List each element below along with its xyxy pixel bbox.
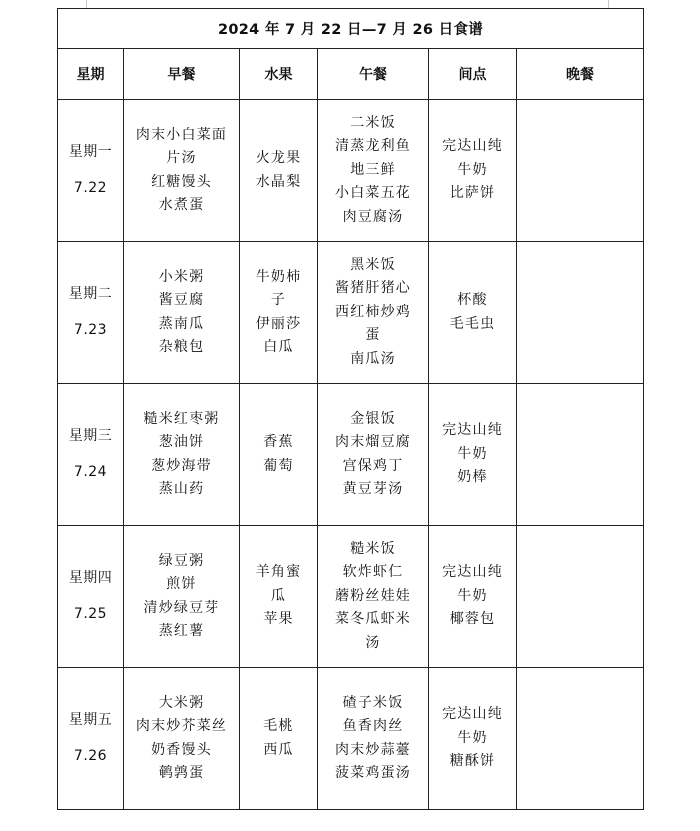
snack-item: 杯酸	[457, 292, 488, 308]
lunch-item: 西红柿炒鸡	[335, 303, 411, 320]
snack-item: 椰蓉包	[449, 611, 496, 628]
day-date: 7.24	[73, 463, 108, 480]
breakfast-item: 小米粥	[158, 268, 205, 285]
breakfast-item: 片汤	[166, 150, 197, 166]
day-name: 星期三	[68, 428, 113, 444]
dinner-cell	[517, 100, 644, 242]
snack-item: 糖酥饼	[449, 753, 496, 770]
lunch-item: 黄豆芽汤	[342, 481, 404, 497]
lunch-cell	[318, 384, 429, 526]
snack-item: 牛奶	[457, 587, 488, 604]
lunch-item: 清蒸龙利鱼	[335, 138, 411, 155]
fruit-item: 子	[270, 292, 287, 308]
fruit-item: 牛奶柿	[255, 268, 302, 285]
day-row	[58, 384, 644, 526]
fruit-item: 瓜	[270, 587, 287, 604]
lunch-item: 肉末炒蒜薹	[335, 741, 411, 758]
breakfast-item: 大米粥	[158, 694, 205, 711]
lunch-item: 酱猪肝猪心	[335, 280, 411, 297]
breakfast-item: 肉末小白菜面	[135, 126, 228, 143]
lunch-item: 蘑粉丝娃娃	[335, 587, 411, 604]
day-cell	[58, 668, 124, 810]
day-date: 7.22	[73, 179, 108, 196]
dinner-cell	[517, 526, 644, 668]
header-fruit: 水果	[240, 49, 318, 100]
breakfast-item: 绿豆粥	[158, 552, 205, 569]
fruit-item: 白瓜	[263, 339, 294, 355]
day-row	[58, 242, 644, 384]
lunch-cell	[318, 100, 429, 242]
breakfast-item: 蒸山药	[158, 481, 205, 497]
fruit-item: 西瓜	[263, 741, 294, 758]
day-cell	[58, 242, 124, 384]
lunch-item: 汤	[365, 634, 381, 651]
day-row	[58, 100, 644, 242]
lunch-item: 肉末熘豆腐	[335, 434, 411, 450]
header-breakfast: 早餐	[124, 49, 240, 100]
day-cell	[58, 526, 124, 668]
snack-cell	[429, 526, 517, 668]
menu-table	[57, 8, 644, 810]
fruit-cell	[240, 526, 318, 668]
snack-item: 牛奶	[457, 445, 488, 462]
fruit-item: 伊丽莎	[255, 315, 302, 332]
fruit-cell	[240, 668, 318, 810]
breakfast-item: 蒸红薯	[158, 623, 205, 639]
header-row	[58, 49, 644, 100]
fruit-cell	[240, 384, 318, 526]
header-day: 星期	[58, 49, 124, 100]
fruit-item: 羊角蜜	[255, 564, 302, 581]
snack-item: 完达山纯	[442, 564, 503, 581]
fruit-item: 苹果	[263, 611, 294, 628]
snack-item: 牛奶	[457, 729, 488, 746]
breakfast-item: 酱豆腐	[158, 292, 205, 308]
day-cell	[58, 100, 124, 242]
lunch-item: 黑米饭	[350, 256, 396, 273]
dinner-cell	[517, 668, 644, 810]
fruit-item: 香蕉	[263, 434, 294, 450]
fruit-cell	[240, 242, 318, 384]
lunch-item: 软炸虾仁	[342, 564, 404, 581]
day-name: 星期二	[68, 286, 113, 302]
lunch-item: 金银饭	[350, 410, 396, 427]
header-dinner: 晚餐	[517, 49, 644, 100]
lunch-cell	[318, 668, 429, 810]
day-row	[58, 668, 644, 810]
snack-item: 毛毛虫	[449, 315, 496, 332]
fruit-item: 水晶梨	[255, 173, 302, 190]
menu-title: 2024 年 7 月 22 日—7 月 26 日食谱	[58, 9, 644, 49]
fruit-item: 火龙果	[255, 150, 302, 166]
snack-item: 牛奶	[457, 161, 488, 178]
breakfast-item: 葱炒海带	[151, 457, 212, 474]
lunch-item: 南瓜汤	[350, 350, 396, 367]
lunch-item: 宫保鸡丁	[342, 457, 404, 474]
breakfast-cell	[124, 100, 240, 242]
day-date: 7.26	[73, 747, 108, 764]
fruit-item: 葡萄	[263, 457, 294, 474]
breakfast-item: 蒸南瓜	[158, 315, 205, 332]
snack-item: 奶棒	[457, 469, 488, 486]
day-name: 星期五	[68, 712, 113, 728]
fruit-item: 毛桃	[263, 718, 294, 734]
breakfast-cell	[124, 242, 240, 384]
header-lunch: 午餐	[318, 49, 429, 100]
breakfast-item: 煎饼	[166, 576, 197, 592]
snack-cell	[429, 242, 517, 384]
lunch-item: 鱼香肉丝	[342, 718, 404, 734]
day-date: 7.23	[73, 321, 108, 338]
snack-item: 完达山纯	[442, 138, 503, 155]
snack-cell	[429, 668, 517, 810]
lunch-item: 菜冬瓜虾米	[335, 611, 411, 628]
lunch-cell	[318, 242, 429, 384]
breakfast-item: 奶香馒头	[151, 741, 212, 758]
day-cell	[58, 384, 124, 526]
day-date: 7.25	[73, 605, 108, 622]
lunch-item: 糙米饭	[350, 540, 396, 557]
breakfast-cell	[124, 668, 240, 810]
lunch-item: 肉豆腐汤	[342, 208, 404, 225]
snack-item: 完达山纯	[442, 422, 503, 439]
lunch-item: 地三鲜	[350, 161, 396, 178]
breakfast-item: 鹌鹑蛋	[158, 765, 205, 781]
breakfast-item: 水煮蛋	[158, 197, 205, 213]
breakfast-item: 肉末炒芥菜丝	[135, 718, 228, 734]
day-row	[58, 526, 644, 668]
dinner-cell	[517, 242, 644, 384]
lunch-item: 二米饭	[350, 114, 396, 131]
dinner-cell	[517, 384, 644, 526]
day-name: 星期一	[68, 144, 113, 160]
breakfast-item: 杂粮包	[158, 339, 205, 355]
breakfast-item: 糙米红枣粥	[143, 410, 220, 427]
breakfast-item: 红糖馒头	[151, 173, 212, 190]
lunch-item: 小白菜五花	[335, 185, 411, 202]
snack-item: 完达山纯	[442, 706, 503, 723]
snack-cell	[429, 100, 517, 242]
day-name: 星期四	[68, 570, 113, 586]
fruit-cell	[240, 100, 318, 242]
breakfast-item: 葱油饼	[158, 434, 205, 450]
snack-item: 比萨饼	[449, 185, 496, 202]
snack-cell	[429, 384, 517, 526]
breakfast-item: 清炒绿豆芽	[143, 599, 220, 616]
lunch-item: 蛋	[365, 327, 381, 344]
breakfast-cell	[124, 526, 240, 668]
lunch-cell	[318, 526, 429, 668]
lunch-item: 菠菜鸡蛋汤	[335, 765, 411, 781]
lunch-item: 碴子米饭	[342, 694, 404, 711]
header-snack: 间点	[429, 49, 517, 100]
breakfast-cell	[124, 384, 240, 526]
